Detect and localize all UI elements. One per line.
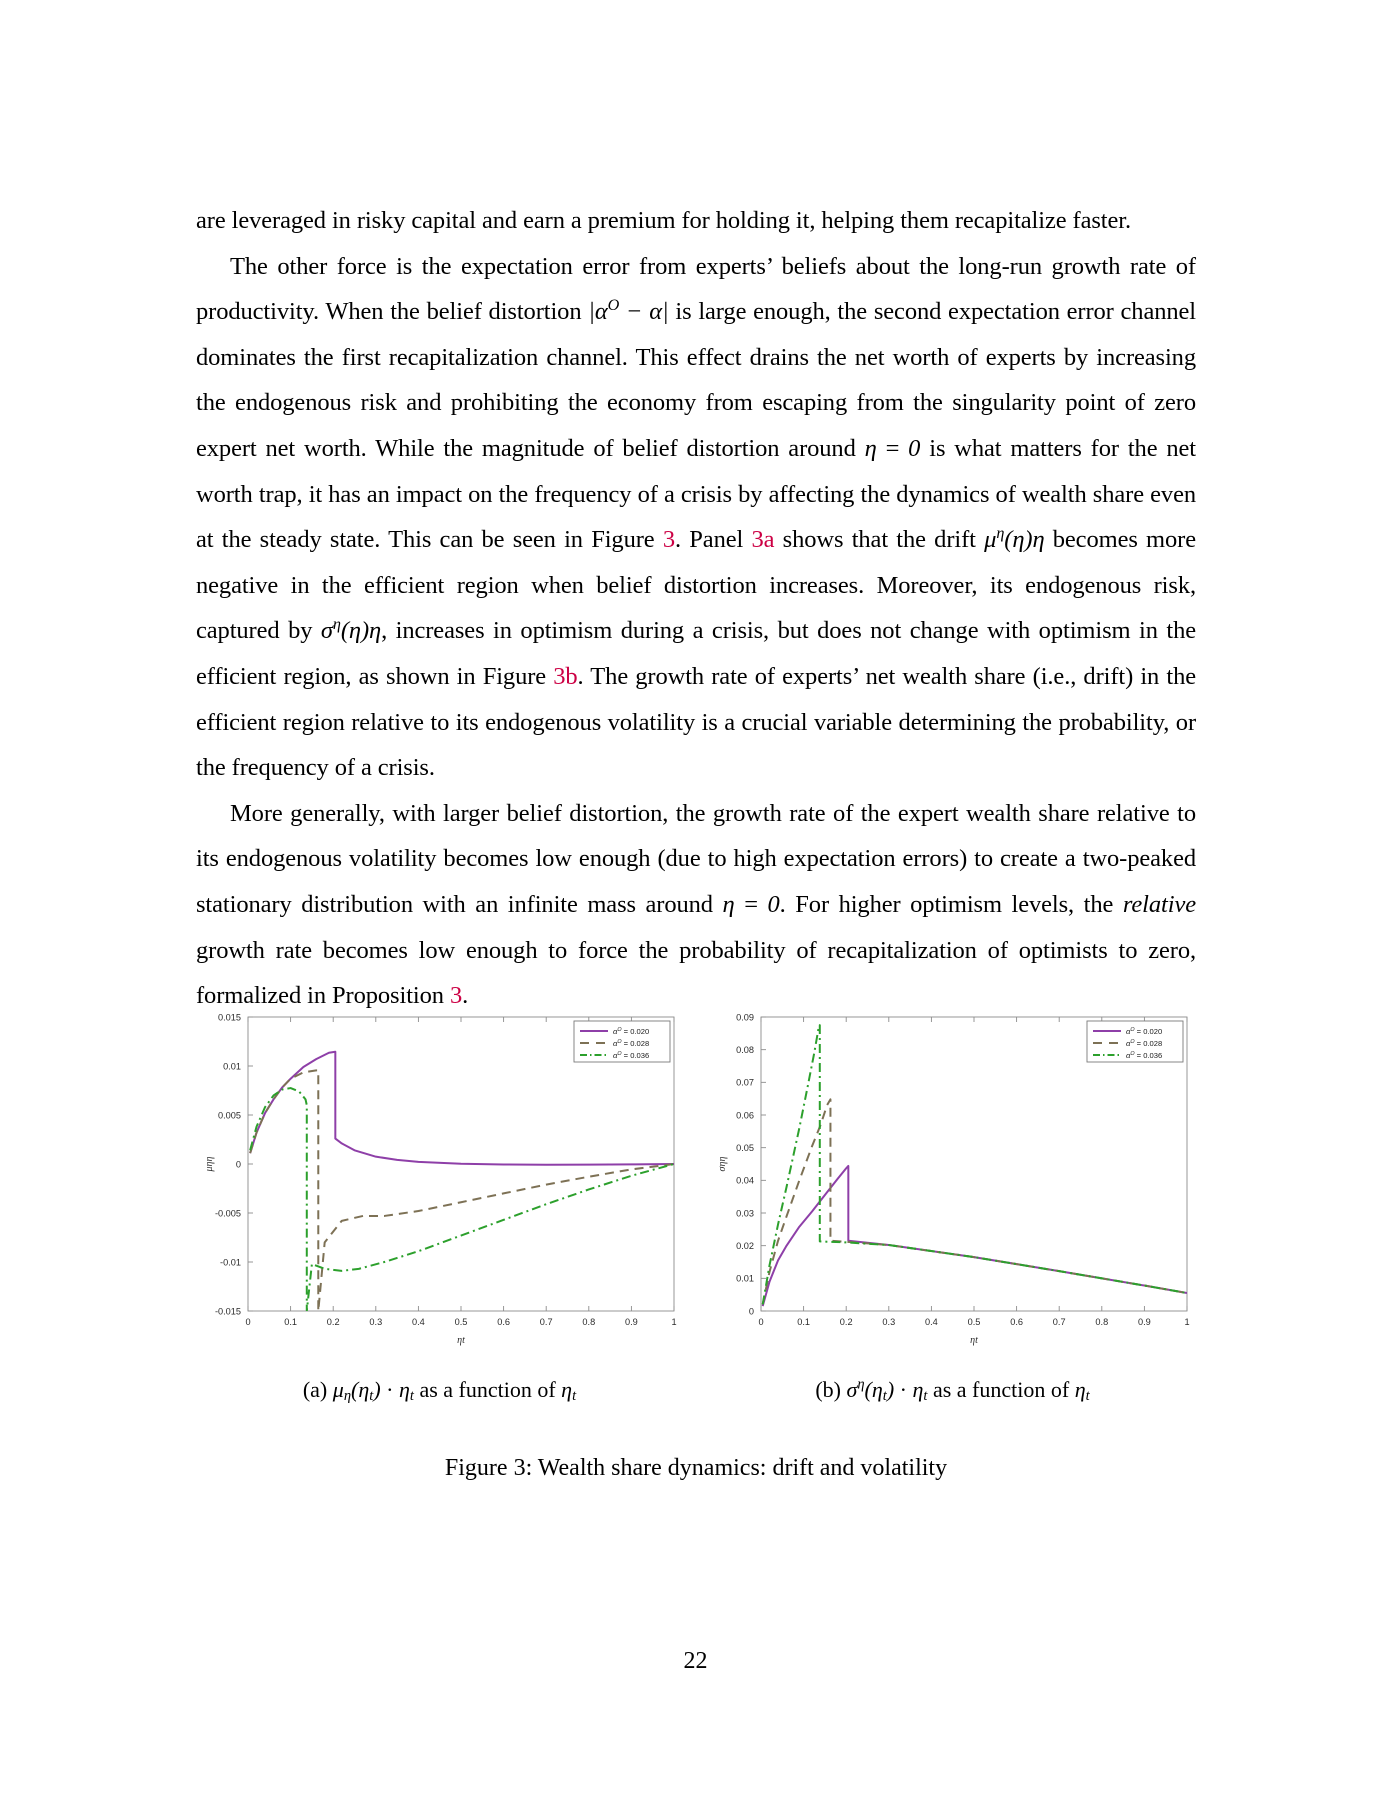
series-line-3	[763, 1025, 1187, 1304]
y-tick-label: 0.03	[736, 1208, 754, 1219]
x-axis-label: ηt	[970, 1335, 978, 1346]
figure-caption: Figure 3: Wealth share dynamics: drift and volatility	[444, 1455, 948, 1481]
chart-panel-a	[196, 995, 683, 1367]
x-tick-label: 0.5	[454, 1317, 468, 1327]
legend-label-1: $\alpha^O = 0.020$	[1126, 1026, 1163, 1036]
page-number: 22	[683, 1648, 708, 1674]
reference-figure-3[interactable]: 3	[662, 526, 675, 554]
y-axis-label: σηη	[717, 1156, 728, 1172]
y-tick-label: 0.06	[736, 1110, 754, 1121]
x-tick-label: 0.2	[326, 1317, 340, 1327]
y-tick-label: 0.05	[736, 1142, 754, 1153]
legend-label-1: $\alpha^O = 0.020$	[613, 1026, 650, 1036]
series-line-1	[250, 1052, 674, 1165]
y-tick-label: 0	[235, 1159, 241, 1170]
paragraph-3: More generally, with larger belief distortion, the growth rate of the expert wealth share relative to its endogenous volatility becomes low enough (due to high expectation errors) to create a two-peaked stationary distribution with an infinite mass around η = 0. For higher optimism levels, the relative growth rate becomes low enough to force the probability of recapitalization of optimists to zero, formalized in Proposition 3.	[196, 799, 1196, 1010]
panel-captions	[196, 1375, 1196, 1421]
subcaption-panel-b: (b) $\sigma^\eta(\eta_t) \cdot \eta_t$ as a function of $\eta_t$	[815, 1376, 1090, 1405]
y-tick-label: 0.015	[218, 1012, 241, 1023]
x-tick-label: 0.4	[925, 1317, 938, 1327]
x-tick-label: 0.9	[1138, 1317, 1151, 1327]
y-tick-label: 0.01	[223, 1061, 241, 1072]
x-tick-label: 0	[245, 1317, 251, 1327]
series-line-3	[250, 1088, 674, 1311]
reference-proposition-3[interactable]: 3	[449, 982, 463, 1010]
y-axis-label: μηη	[204, 1156, 215, 1172]
x-tick-label: 1	[1184, 1317, 1190, 1327]
y-tick-label: 0.09	[736, 1012, 754, 1023]
chart-legend	[574, 1021, 670, 1062]
legend-label-3: $\alpha^O = 0.036$	[613, 1050, 650, 1060]
series-line-1	[763, 1166, 1187, 1306]
figure-panels	[196, 995, 1196, 1367]
y-tick-label: -0.01	[220, 1257, 241, 1268]
x-tick-label: 0	[758, 1317, 764, 1327]
y-tick-label: 0	[748, 1306, 754, 1317]
chart-legend	[1087, 1021, 1183, 1062]
x-tick-label: 0.3	[369, 1317, 383, 1327]
x-tick-label: 0.6	[1010, 1317, 1023, 1327]
y-tick-label: 0.07	[736, 1077, 754, 1088]
chart-panel-b	[709, 995, 1196, 1367]
figure-3	[196, 995, 1196, 1482]
y-tick-label: -0.015	[214, 1306, 241, 1317]
x-tick-label: 0.7	[539, 1317, 553, 1327]
series-line-2	[763, 1099, 1187, 1304]
x-tick-label: 0.1	[284, 1317, 297, 1327]
x-axis-label: ηt	[457, 1335, 465, 1346]
legend-label-2: $\alpha^O = 0.028$	[1126, 1038, 1163, 1048]
y-tick-label: -0.005	[214, 1208, 241, 1219]
x-tick-label: 0.1	[797, 1317, 810, 1327]
paragraph-2: The other force is the expectation error from experts’ beliefs about the long-run growth rate of productivity. When the belief distortion $|\alpha^O - \alpha|$ is large enough, the second expectation error channel dominates the first recapitalization channel. This effect drains the net worth of experts by increasing the endogenous risk and prohibiting the economy from escaping from the singularity point of zero expert net worth. While the magnitude of belief distortion around η = 0 is what matters for the net worth trap, it has an impact on the frequency of a crisis by affecting the dynamics of wealth share even at the steady state. This can be seen in Figure 3. Panel 3a shows that the drift $\mu^\eta(\eta)\eta$ becomes more negative in the efficient region when belief distortion increases. Moreover, its endogenous risk, captured by $\sigma^\eta(\eta)\eta$, increases in optimism during a crisis, but does not change with optimism in the efficient region, as shown in Figure 3b. The growth rate of experts’ net wealth share (i.e., drift) in the efficient region relative to its endogenous volatility is a crucial variable determining the probability, or the frequency of a crisis.	[196, 252, 1197, 782]
x-tick-label: 0.6	[497, 1317, 510, 1327]
x-tick-label: 0.8	[582, 1317, 596, 1327]
series-line-2	[250, 1070, 674, 1311]
panel-a-svg	[196, 995, 683, 1367]
body-text	[196, 198, 1196, 1019]
y-tick-label: 0.01	[736, 1273, 754, 1284]
x-tick-label: 0.7	[1052, 1317, 1066, 1327]
y-tick-label: 0.005	[218, 1110, 241, 1121]
x-tick-label: 0.2	[839, 1317, 853, 1327]
x-tick-label: 0.9	[625, 1317, 638, 1327]
y-tick-label: 0.08	[736, 1044, 754, 1055]
y-tick-label: 0.04	[736, 1175, 754, 1186]
x-tick-label: 1	[671, 1317, 677, 1327]
y-tick-label: 0.02	[736, 1240, 754, 1251]
x-tick-label: 0.3	[882, 1317, 896, 1327]
x-tick-label: 0.4	[412, 1317, 425, 1327]
legend-label-3: $\alpha^O = 0.036$	[1126, 1050, 1163, 1060]
paragraph-1: are leveraged in risky capital and earn a premium for holding it, helping them recapitalize faster.	[196, 207, 1132, 234]
reference-panel-3b[interactable]: 3b	[553, 662, 578, 690]
panel-b-svg	[709, 995, 1196, 1367]
legend-label-2: $\alpha^O = 0.028$	[613, 1038, 650, 1048]
x-tick-label: 0.5	[967, 1317, 981, 1327]
reference-panel-3a[interactable]: 3a	[751, 526, 775, 554]
x-tick-label: 0.8	[1095, 1317, 1109, 1327]
subcaption-panel-a: (a) $\mu_\eta(\eta_t) \cdot \eta_t$ as a function of $\eta_t$	[302, 1377, 577, 1405]
